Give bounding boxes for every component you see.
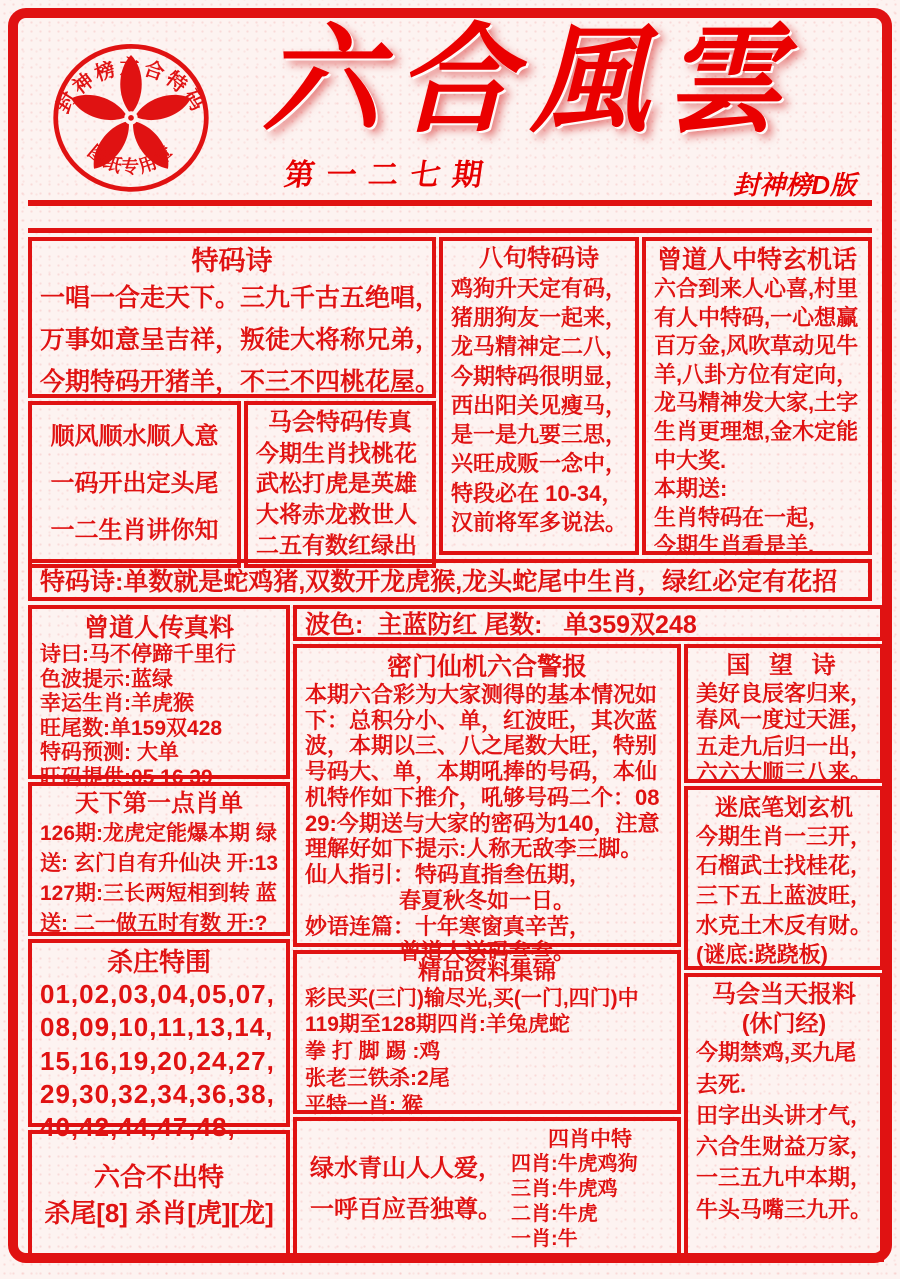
text-line: 127期:三长两短相到转 蓝 [40, 881, 277, 905]
fax-material-box [28, 605, 290, 789]
text-line: 田字出头讲才气， [696, 1102, 873, 1128]
banner-box [28, 559, 872, 601]
riddle-box [684, 786, 884, 970]
text-line: 美好良辰客归来， [696, 680, 873, 706]
text-line: 本期送: [654, 476, 728, 502]
box-title: 四肖中特 [548, 1128, 633, 1151]
top-section [28, 237, 872, 559]
four-xiao-block [511, 1127, 669, 1252]
green-water-verse [305, 1127, 507, 1252]
text-line: 龙马精神定二八， [451, 334, 628, 360]
top-left-column [28, 237, 441, 558]
text-line: 今期生肖看是羊. [654, 533, 815, 559]
text-line: 绿水青山人人爱， [310, 1154, 503, 1182]
text-line: 三肖:牛虎鸡 [511, 1178, 618, 1201]
today-tip-subtitle: (休门经) [741, 1009, 827, 1036]
text-line: 春风一度过天涯， [696, 707, 873, 733]
text-line: 波，本期以三、八之尾数大旺，特别 [305, 733, 658, 759]
text-line: 牛头马嘴三九开。 [696, 1196, 873, 1222]
text-line: 汉前将军多说法。 [451, 509, 628, 535]
stamp-top-text: 封神榜六合特码 [52, 56, 210, 118]
banner-text: 特码诗:单数就是蛇鸡猪,双数开龙虎猴,龙头蛇尾中生肖，绿红必定有花招 [40, 568, 838, 596]
divider-strip [28, 206, 872, 233]
text-line: 今期特码开猪羊，不三不四桃花屋。 [40, 368, 441, 397]
box-title: 国 望 诗 [726, 652, 842, 679]
kill-banker-lines [40, 978, 278, 1144]
text-line: 妙语连篇：十年寒窗真辛苦， [305, 913, 592, 939]
fax-material-lines [40, 643, 278, 790]
text-line: 二肖:牛虎 [511, 1203, 598, 1226]
text-line: 五走九后归一出， [696, 733, 873, 759]
masthead [28, 10, 872, 206]
text-line: 理解好如下提示:人称无敌李三脚。 [305, 836, 643, 862]
wave-color-text: 波色: 主蓝防红 尾数: 单359双248 [305, 611, 697, 639]
text-line: 二五有数红绿出 [256, 531, 417, 558]
main-right-area [293, 605, 884, 1262]
box-title: 曾道人传真料 [84, 614, 235, 642]
text-line: 01,02,03,04,05,07, [40, 979, 275, 1010]
box-title: 曾道人中特玄机话 [656, 246, 857, 274]
text-line: 送: 玄门自有升仙决 开:13 [40, 851, 279, 875]
issue-number: 第一二七期 [282, 159, 497, 192]
today-tip-box [684, 973, 884, 1262]
text-line: 旺码提供:05 16 39 [40, 765, 213, 789]
secret-alarm-box [293, 644, 681, 965]
text-line: 六六大顺三八来。 [696, 759, 873, 785]
box-title: 天下第一点肖单 [75, 790, 243, 817]
main-middle-column [293, 644, 681, 1262]
text-line: 号码大、单，本期吼捧的号码，本仙 [305, 759, 658, 785]
top-left-bottom-row [28, 401, 436, 568]
text-line: 特码预测: 大单 [40, 741, 179, 765]
box-title: 杀庄特围 [107, 947, 212, 977]
text-line: 六合生财益万家， [696, 1134, 873, 1160]
eight-line-poem-lines [451, 274, 627, 537]
text-line: 兴旺成贩一念中， [451, 451, 628, 477]
text-line: 张老三铁杀:2尾 [305, 1067, 450, 1091]
text-line: 一三五九中本期， [696, 1165, 873, 1191]
text-line: 119期至128期四肖:羊兔虎蛇 [305, 1013, 570, 1037]
text-line: 本期六合彩为大家测得的基本情况如 [305, 682, 658, 707]
wave-color-bar [293, 605, 884, 641]
box-title: 六合不出特 [94, 1162, 225, 1192]
text-line: 仙人指引：特码直指叁伍期， [305, 862, 592, 888]
first-pick-box [28, 782, 290, 936]
text-line: 诗曰:马不停蹄千里行 [40, 643, 236, 666]
text-line: 旺尾数:单159双428 [40, 716, 223, 740]
text-line: (谜底:跷跷板) [696, 942, 828, 968]
bottom-middle-box [293, 1117, 681, 1262]
text-line: 幸运生肖:羊虎猴 [40, 692, 194, 716]
tema-poem-lines [40, 277, 441, 403]
box-title: 密门仙机六合警报 [387, 653, 588, 681]
shunfeng-box [28, 401, 241, 568]
no-special-lines [40, 1193, 278, 1230]
box-title: 特码诗 [191, 246, 273, 276]
first-pick-lines [40, 819, 278, 939]
boutique-lines [305, 986, 669, 1120]
lottery-tip-sheet [0, 8, 900, 1279]
box-title: 八句特码诗 [479, 245, 599, 272]
text-line: 拳 打 脚 踢 :鸡 [305, 1040, 441, 1064]
page-title: 六合風雲 [261, 10, 798, 149]
text-line: 彩民买(三门)输尽光,买(一门,四门)中 [305, 986, 639, 1010]
text-line: 特段必在 10-34， [451, 480, 624, 506]
text-line: 机特作如下推介，吼够号码二个：08 [305, 784, 660, 810]
eight-line-poem-box [439, 237, 639, 555]
no-special-box [28, 1130, 290, 1262]
text-line: 08,09,10,11,13,14, [40, 1012, 274, 1043]
box-title: 迷底笔划玄机 [715, 794, 854, 820]
kill-banker-box [28, 939, 290, 1143]
text-line: 石榴武士找桂花， [696, 853, 873, 879]
text-line: 下：总积分小、单，红波旺，其次蓝 [305, 707, 658, 733]
text-line: 春夏秋冬如一日。 [399, 887, 576, 913]
mahui-fax-lines [256, 438, 424, 560]
main-section [28, 605, 872, 1262]
text-line: 15,16,19,20,24,27, [40, 1045, 275, 1076]
main-right-column [684, 644, 884, 1262]
text-line: 一二生肖讲你知 [50, 516, 219, 544]
text-line: 顺风顺水顺人意 [50, 423, 219, 451]
text-line: 今期特码很明显， [451, 363, 628, 389]
stamp-bottom-text: 图纸专用章 [83, 141, 179, 178]
box-title: 马会当天报料 [712, 981, 857, 1008]
today-tip-lines [696, 1037, 872, 1224]
text-line: 一唱一合走天下。三九千古五绝唱， [40, 284, 441, 313]
boutique-box [293, 950, 681, 1118]
text-line: 曾道人送码叁叁。 [399, 939, 576, 965]
text-line: 鸡狗升天定有码， [451, 275, 628, 301]
text-line: 龙马精神发大家,土字 [654, 390, 859, 416]
text-line: 平特一肖: 猴 [305, 1094, 423, 1118]
guowang-poem-box [684, 644, 884, 783]
text-line: 西出阳关见瘦马， [451, 392, 628, 418]
text-line: 一码开出定头尾 [50, 470, 219, 498]
text-line: 送: 二一做五时有数 开:? [40, 911, 268, 935]
poster-inner [18, 10, 882, 1253]
text-line: 中大奖. [654, 447, 727, 473]
text-line: 今期生肖找桃花 [256, 439, 417, 466]
edition-label: 封神榜D版 [733, 170, 856, 200]
main-left-column [28, 605, 290, 1262]
text-line: 今期生肖一三开， [696, 823, 873, 849]
text-line: 六合到来人心喜,村里 [654, 276, 859, 301]
text-line: 是一是九要三思， [451, 422, 628, 448]
text-line: 一呼百应吾独尊。 [310, 1195, 503, 1223]
main-middle-right-row [293, 644, 884, 1262]
text-line: 杀尾[8] 杀肖[虎][龙] [44, 1198, 274, 1229]
text-line: 百万金,风吹草动见牛 [654, 333, 859, 359]
xuanji-talk-lines [654, 275, 860, 561]
text-line: 羊,八卦方位有定向， [654, 361, 859, 387]
shunfeng-lines [40, 414, 229, 554]
text-line: 猪朋狗友一起来， [451, 305, 628, 331]
text-line: 今期禁鸡,买九尾 [696, 1040, 857, 1066]
tema-poem-box [28, 237, 441, 398]
text-line: 色波提示:蓝绿 [40, 667, 173, 691]
text-line: 40,42,44,47,48, [40, 1112, 236, 1143]
text-line: 武松打虎是英雄 [256, 470, 417, 497]
text-line: 生肖特码在一起， [654, 504, 831, 530]
text-line: 万事如意呈吉祥，叛徒大将称兄弟， [40, 326, 441, 355]
text-line: 29:今期送与大家的密码为140，注意 [305, 810, 660, 836]
secret-alarm-lines [305, 682, 669, 965]
text-line: 29,30,32,34,36,38, [40, 1078, 275, 1109]
text-line: 有人中特码,一心想赢 [654, 304, 859, 330]
text-line: 四肖:牛虎鸡狗 [511, 1153, 638, 1176]
text-line: 生肖更理想,金木定能 [654, 418, 859, 444]
riddle-lines [696, 822, 872, 970]
four-xiao-lines [511, 1152, 669, 1252]
xuanji-talk-box [642, 237, 872, 559]
box-title: 马会特码传真 [268, 409, 412, 436]
text-line: 126期:龙虎定能爆本期 绿 [40, 821, 277, 845]
text-line: 水克土木反有财。 [696, 912, 873, 938]
green-water-lines [305, 1149, 507, 1231]
text-line: 大将赤龙救世人 [256, 500, 417, 527]
text-line: 三下五上蓝波旺， [696, 882, 873, 908]
box-title: 精品资料集锦 [418, 958, 557, 984]
text-line: 一肖:牛 [511, 1228, 578, 1251]
text-line: 去死. [696, 1071, 747, 1097]
poster-frame [8, 8, 892, 1263]
guowang-poem-lines [696, 681, 872, 787]
mahui-fax-box [244, 401, 436, 568]
